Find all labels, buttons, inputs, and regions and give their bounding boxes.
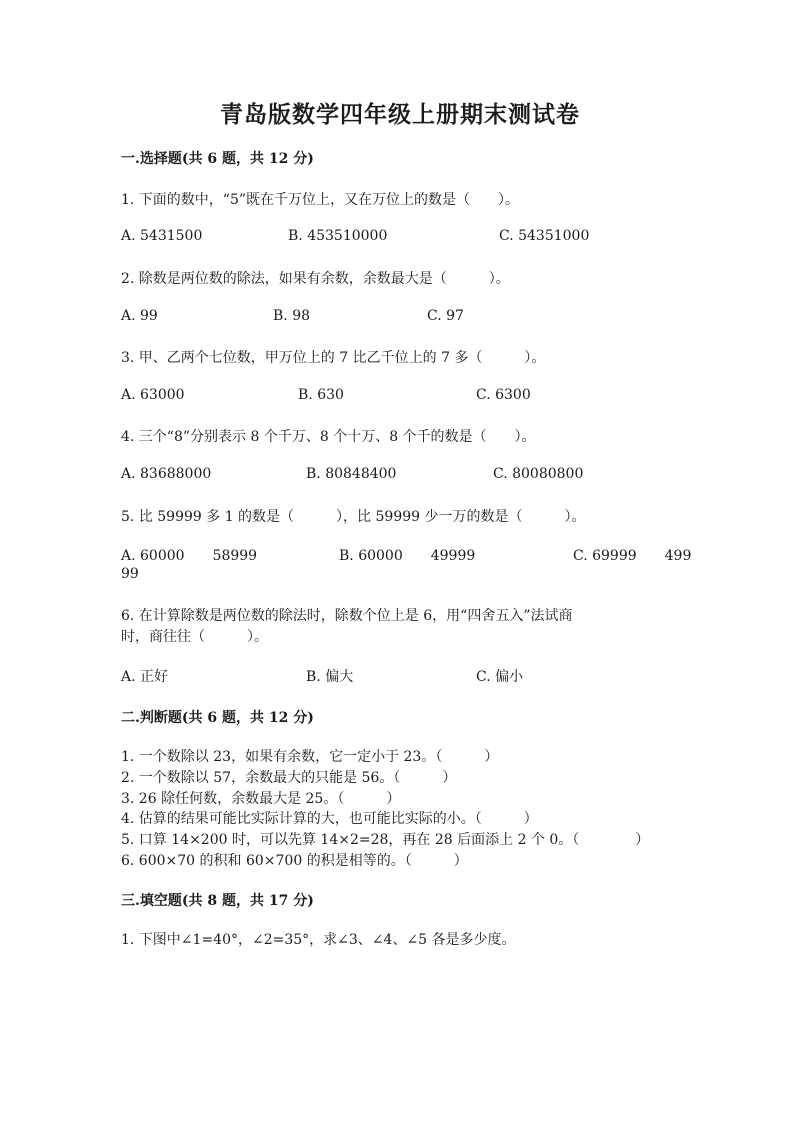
question-6-text-line1: 6. 在计算除数是两位数的除法时，除数个位上是 6，用“四舍五入”法试商 — [121, 608, 573, 624]
question-4-option-c: C. 80080800 — [493, 466, 584, 482]
question-5-text: 5. 比 59999 多 1 的数是（ ），比 59999 少一万的数是（ ）。 — [121, 509, 586, 525]
question-1-option-c: C. 54351000 — [499, 228, 590, 244]
question-4-text: 4. 三个“8”分别表示 8 个千万、8 个十万、8 个千的数是（ ）。 — [121, 429, 536, 445]
judgement-item-4: 4. 估算的结果可能比实际计算的大，也可能比实际的小。（ ） — [121, 811, 538, 827]
question-4-option-a: A. 83688000 — [121, 466, 212, 482]
question-6-option-b: B. 偏大 — [306, 669, 354, 685]
section-heading-judgement: 二.判断题(共 6 题，共 12 分) — [121, 710, 314, 726]
question-1-text: 1. 下面的数中，“5”既在千万位上，又在万位上的数是（ ）。 — [121, 192, 520, 208]
question-2-option-c: C. 97 — [427, 308, 464, 324]
judgement-item-6: 6. 600×70 的积和 60×700 的积是相等的。（ ） — [121, 853, 468, 869]
judgement-item-5: 5. 口算 14×200 时，可以先算 14×2=28，再在 28 后面添上 2 个 0。（ ） — [121, 832, 650, 848]
page-title: 青岛版数学四年级上册期末测试卷 — [220, 101, 580, 128]
question-6-text-line2: 时，商往往（ ）。 — [121, 629, 268, 645]
judgement-item-1: 1. 一个数除以 23，如果有余数，它一定小于 23。（ ） — [121, 749, 499, 765]
question-4-option-b: B. 80848400 — [306, 466, 397, 482]
question-1-option-a: A. 5431500 — [121, 228, 203, 244]
question-5-option-b: B. 60000 49999 — [339, 548, 476, 564]
question-3-text: 3. 甲、乙两个七位数，甲万位上的 7 比乙千位上的 7 多（ ）。 — [121, 350, 546, 366]
question-2-text: 2. 除数是两位数的除法，如果有余数，余数最大是（ ）。 — [121, 271, 510, 287]
question-6-option-a: A. 正好 — [121, 669, 169, 685]
section-heading-choice: 一.选择题(共 6 题，共 12 分) — [121, 151, 314, 167]
question-2-option-b: B. 98 — [273, 308, 311, 324]
judgement-item-3: 3. 26 除任何数，余数最大是 25。（ ） — [121, 791, 401, 807]
section-heading-fill-blank: 三.填空题(共 8 题，共 17 分) — [121, 893, 314, 909]
question-5-option-c: C. 69999 499 — [573, 548, 692, 564]
question-3-option-a: A. 63000 — [121, 387, 185, 403]
question-5-option-c-wrap: 99 — [121, 566, 139, 582]
question-3-option-b: B. 630 — [298, 387, 344, 403]
question-3-option-c: C. 6300 — [476, 387, 531, 403]
fill-blank-question-1: 1. 下图中∠1=40°，∠2=35°，求∠3、∠4、∠5 各是多少度。 — [121, 932, 516, 948]
question-1-option-b: B. 453510000 — [288, 228, 388, 244]
question-5-option-a: A. 60000 58999 — [121, 548, 258, 564]
question-2-option-a: A. 99 — [121, 308, 158, 324]
question-6-option-c: C. 偏小 — [476, 669, 524, 685]
judgement-item-2: 2. 一个数除以 57，余数最大的只能是 56。（ ） — [121, 770, 457, 786]
